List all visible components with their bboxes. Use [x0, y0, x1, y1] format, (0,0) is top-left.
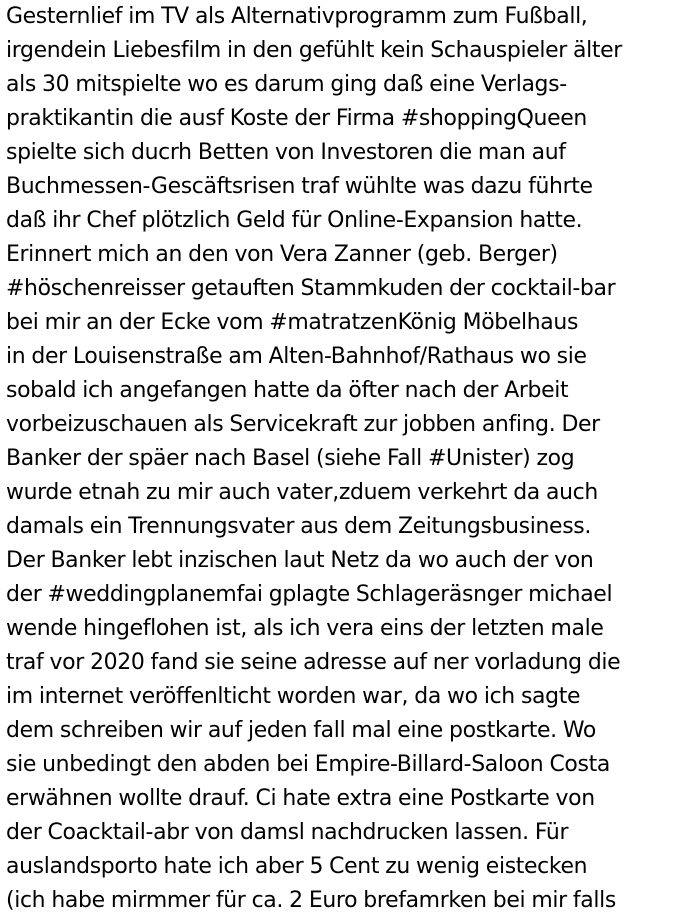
text-line: (ich habe mirmmer für ca. 2 Euro brefamrken bei mir falls	[6, 888, 616, 913]
text-line: in der Louisenstraße am Alten-Bahnhof/Rathaus wo sie	[6, 344, 587, 369]
text-line: Erinnert mich an den von Vera Zanner (geb. Berger)	[6, 242, 558, 267]
text-line: daß ihr Chef plötzlich Geld für Online-Expansion hatte.	[6, 208, 583, 233]
text-line: Buchmessen-Gescäftsrisen traf wühlte was dazu führte	[6, 174, 593, 199]
text-line: irgendein Liebesfilm in den gefühlt kein Schauspieler älter	[6, 38, 622, 63]
text-line: damals ein Trennungsvater aus dem Zeitungsbusiness.	[6, 514, 591, 539]
text-line: bei mir an der Ecke vom #matratzenKönig Möbelhaus	[6, 310, 579, 335]
text-line: vorbeizuschauen als Servicekraft zur jobben anfing. Der	[6, 412, 600, 437]
text-line: als 30 mitspielte wo es darum ging daß eine Verlags-	[6, 72, 567, 97]
text-line: traf vor 2020 fand sie seine adresse auf ner vorladung die	[6, 650, 621, 675]
text-line: erwähnen wollte drauf. Ci hate extra eine Postkarte von	[6, 786, 595, 811]
text-line: #höschenreisser getauften Stammkuden der cocktail-bar	[6, 276, 616, 301]
document-text	[6, 0, 684, 918]
text-line: der Coacktail-abr von damsl nachdrucken lassen. Für	[6, 820, 569, 845]
text-line: dem schreiben wir auf jeden fall mal eine postkarte. Wo	[6, 718, 597, 743]
text-line: sobald ich angefangen hatte da öfter nach der Arbeit	[6, 378, 569, 403]
text-line: wende hingeflohen ist, als ich vera eins der letzten male	[6, 616, 604, 641]
text-line: praktikantin die ausf Koste der Firma #shoppingQueen	[6, 106, 587, 131]
text-line: Gesternlief im TV als Alternativprogramm zum Fußball,	[6, 4, 588, 29]
text-line: sie unbedingt den abden bei Empire-Billard-Saloon Costa	[6, 752, 610, 777]
text-line: spielte sich ducrh Betten von Investoren die man auf	[6, 140, 566, 165]
text-line: im internet veröffenlticht worden war, da wo ich sagte	[6, 684, 581, 709]
text-line: auslandsporto hate ich aber 5 Cent zu wenig eistecken	[6, 854, 588, 879]
text-line: wurde etnah zu mir auch vater,zduem verkehrt da auch	[6, 480, 598, 505]
text-line: der #weddingplanemfai gplagte Schlageräsnger michael	[6, 582, 613, 607]
text-line: Banker der späer nach Basel (siehe Fall #Unister) zog	[6, 446, 575, 471]
text-line: Der Banker lebt inzischen laut Netz da wo auch der von	[6, 548, 594, 573]
